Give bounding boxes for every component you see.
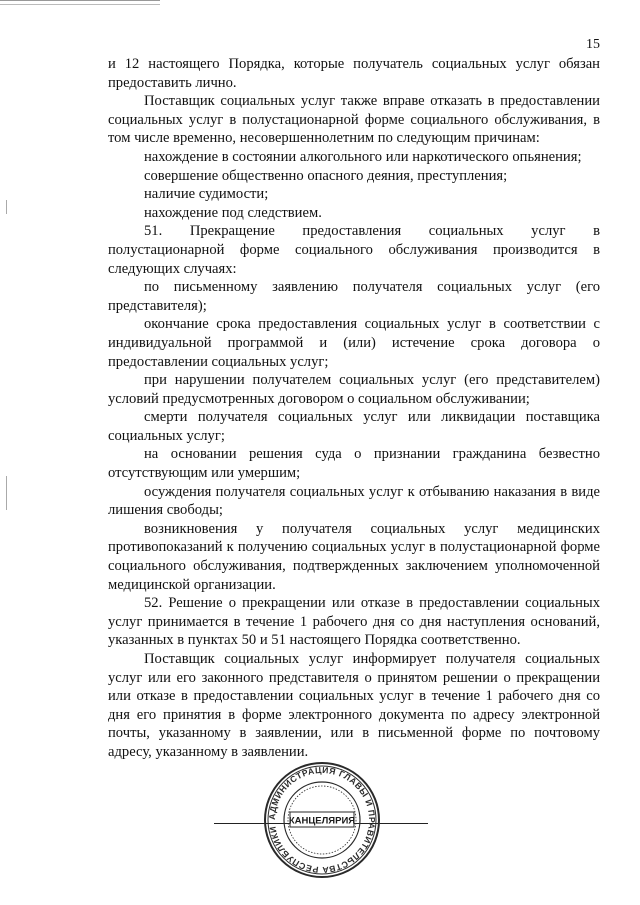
paragraph: 52. Решение о прекращении или отказе в предоставлении социальных услуг принимается в течение 1 рабочего дня со дня наступления оснований, указанных в пунктах 50 и 51 настоящего Порядка соответственно.	[108, 595, 600, 649]
paragraph: нахождение в состоянии алкогольного или наркотического опьянения;	[144, 148, 582, 165]
paragraph: по письменному заявлению получателя социальных услуг (его представителя);	[108, 279, 600, 314]
paragraph: наличие судимости;	[144, 186, 269, 203]
paragraph: 51. Прекращение предоставления социальных услуг в полустационарной форме социального обслуживания производится в следующих случаях:	[108, 223, 600, 277]
page-number: 15	[586, 37, 600, 52]
office-stamp	[262, 760, 382, 880]
margin-mark	[6, 476, 7, 510]
paragraph: смерти получателя социальных услуг или ликвидации поставщика социальных услуг;	[108, 409, 600, 444]
paragraph: окончание срока предоставления социальных услуг в соответствии с индивидуальной программой и (или) истечение срока договора о предоставлении социальных услуг;	[108, 316, 600, 370]
margin-mark	[6, 200, 7, 214]
paragraph: возникновения у получателя социальных услуг медицинских противопоказаний к получению социальных услуг в полустационарной форме социального обслуживания, подтвержденных заключением уполномоченной медицинской организации.	[108, 520, 600, 593]
paragraph: осуждения получателя социальных услуг к отбыванию наказания в виде лишения свободы;	[108, 483, 600, 519]
paragraph: совершение общественно опасного деяния, преступления;	[144, 167, 508, 184]
paragraph: Поставщик социальных услуг также вправе отказать в предоставлении социальных услуг в полустационарной форме социального обслуживания, в том числе временно, несовершеннолетним по следующим причинам:	[108, 93, 600, 147]
paragraph: на основании решения суда о признании гражданина безвестно отсутствующим или умершим;	[108, 446, 600, 482]
document-body	[108, 55, 600, 762]
paragraph: Поставщик социальных услуг информирует получателя социальных услуг или его законного представителя о принятом решении о прекращении или отказе в предоставлении социальных услуг в течение 1 рабочего дня со дня его принятия в форме электронного документа по адресу электронной почты, указанному в заявлении, или в письменной форме по почтовому адресу, указанному в заявлении.	[108, 651, 600, 760]
stamp-center-text: КАНЦЕЛЯРИЯ	[288, 815, 356, 827]
paragraph: нахождение под следствием.	[144, 204, 322, 221]
paragraph: и 12 настоящего Порядка, которые получатель социальных услуг обязан предоставить лично.	[108, 56, 600, 91]
paragraph: при нарушении получателем социальных услуг (его представителем) условий предусмотренных договором о социальном обслуживании;	[108, 372, 600, 407]
stamp-ring-text: АДМИНИСТРАЦИЯ ГЛАВЫ И ПРАВИТЕЛЬСТВА РЕСПУБЛИКИ	[266, 764, 378, 876]
top-edge-line	[0, 0, 160, 5]
